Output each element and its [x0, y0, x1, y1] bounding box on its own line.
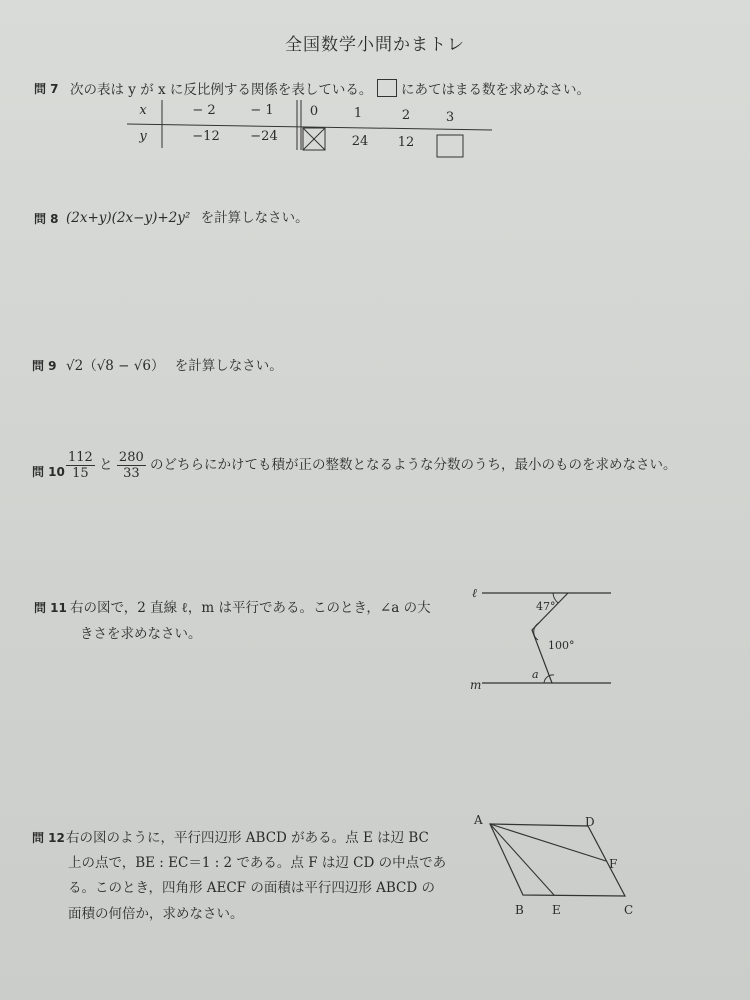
q7-label: 問 7	[34, 82, 59, 96]
q10-fraction-1: $\frac{112}{15}$	[68, 450, 93, 481]
q9-instruction: を計算しなさい。	[174, 358, 283, 374]
angle-100-label: 100°	[548, 639, 575, 652]
q12-label: 問 12	[32, 831, 65, 845]
table-y-cell: 24	[351, 134, 369, 149]
line-l-label: ℓ	[472, 586, 477, 600]
angle-47-label: 47°	[536, 600, 556, 613]
q8-expression: (2x+y)(2x−y)+2y²	[66, 210, 191, 226]
angle-a-label: a	[532, 668, 539, 681]
q11-figure	[468, 585, 638, 695]
table-x-cell: 3	[445, 110, 455, 125]
table-y-header: y	[139, 129, 147, 144]
vertex-D-label: D	[585, 815, 595, 829]
table-x-cell: 2	[401, 108, 411, 123]
table-x-cell: − 1	[250, 103, 274, 118]
table-y-cell: −12	[192, 129, 220, 144]
q10-text	[66, 450, 677, 481]
q8-label: 問 8	[34, 212, 59, 226]
q8-instruction: を計算しなさい。	[200, 210, 309, 226]
q12-line3: る。このとき，四角形 AECF の面積は平行四辺形 ABCD の	[68, 880, 435, 896]
q10-instruction: のどちらにかけても積が正の整数となるような分数のうち，最小のものを求めなさい。	[150, 457, 677, 473]
q11-line1: 右の図で，2 直線 ℓ，m は平行である。このとき，∠a の大	[70, 600, 431, 616]
q9-expression: √2（√8 − √6）	[66, 358, 165, 374]
q7-text-after: にあてはまる数を求めなさい。	[401, 82, 590, 98]
q8-text	[66, 206, 309, 226]
q10-conjunction: と	[99, 457, 113, 473]
table-x-cell: 1	[353, 106, 363, 121]
q11-label: 問 11	[34, 601, 67, 615]
table-x-cell: 0	[309, 104, 319, 119]
point-F-label: F	[609, 857, 618, 871]
q10-label: 問 10	[32, 465, 65, 479]
page-title: 全国数学小問かまトレ	[285, 35, 465, 55]
vertex-B-label: B	[515, 903, 524, 917]
point-E-label: E	[552, 903, 561, 917]
q7-text-before: 次の表は y が x に反比例する関係を表している。	[70, 82, 373, 98]
line-m-label: m	[470, 678, 482, 692]
table-x-cell: − 2	[192, 103, 216, 118]
q10-fraction-2: $\frac{280}{33}$	[118, 450, 144, 481]
q12-line2: 上の点で，BE : EC＝1 : 2 である。点 F は辺 CD の中点であ	[68, 855, 447, 871]
table-y-cell: 12	[397, 135, 415, 150]
table-x-header: x	[139, 103, 147, 118]
q9-text	[66, 354, 283, 374]
table-y-cell: −24	[250, 129, 278, 144]
q9-label: 問 9	[32, 359, 57, 373]
vertex-C-label: C	[624, 903, 634, 917]
vertex-A-label: A	[474, 813, 483, 827]
q11-line2: きさを求めなさい。	[80, 626, 202, 642]
q12-figure	[468, 808, 658, 923]
q12-line4: 面積の何倍か，求めなさい。	[68, 906, 244, 922]
q12-line1: 右の図のように，平行四辺形 ABCD がある。点 E は辺 BC	[66, 830, 429, 846]
